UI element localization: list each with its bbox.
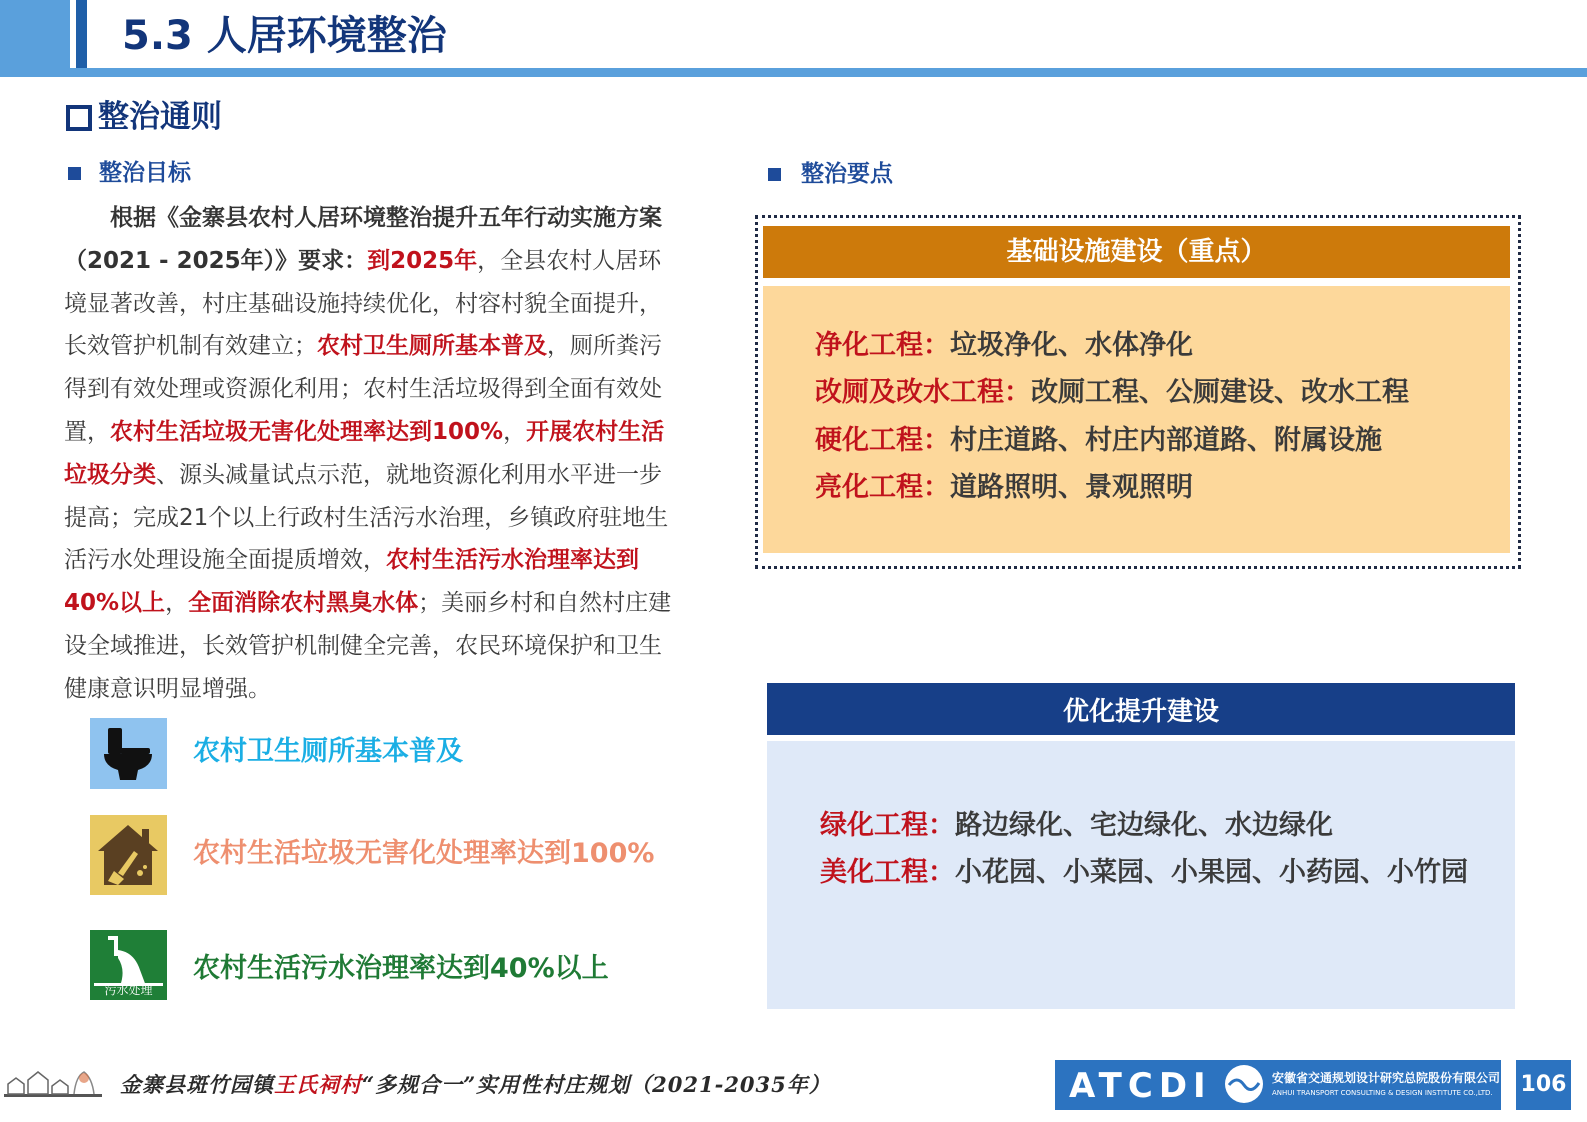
para-s1: 根据《金寨县农村人居环境整治提升五年行动实施方案（2021 - 2025年）》要求： bbox=[64, 205, 662, 274]
toilet-icon bbox=[90, 718, 167, 789]
header-accent-block bbox=[0, 0, 70, 68]
company-logo bbox=[1055, 1060, 1501, 1110]
village-sketch-icon bbox=[4, 1064, 102, 1104]
section-title: 整治通则 bbox=[98, 99, 222, 135]
bullet-square-icon bbox=[768, 168, 781, 181]
feature-text-sewage: 农村生活污水治理率达到40%以上 bbox=[193, 953, 609, 984]
left-subheading: 整治目标 bbox=[99, 160, 191, 186]
header-accent-bar bbox=[76, 0, 87, 68]
feature-text-garbage: 农村生活垃圾无害化处理率达到100% bbox=[193, 838, 655, 869]
panel2-row: 绿化工程：路边绿化、宅边绿化、水边绿化 bbox=[820, 810, 1333, 841]
para-s2: 到2025年 bbox=[367, 247, 478, 274]
footer-title: 金寨县斑竹园镇王氏祠村“多规合一”实用性村庄规划（2021-2035年） bbox=[120, 1072, 831, 1097]
feature-text-toilet: 农村卫生厕所基本普及 bbox=[193, 736, 463, 767]
sewage-icon bbox=[90, 930, 167, 1000]
bullet-square-icon bbox=[68, 167, 81, 180]
para-s5: ，厕所粪污得到有效处理或资源化利用；农村生活垃圾得到全面有效处置， bbox=[64, 333, 662, 445]
panel1-title: 基础设施建设（重点） bbox=[763, 226, 1510, 278]
para-s3: ，全县农村人居环境显著改善，村庄基础设施持续优化，村容村貌全面提升，长效管护机制有效建立； bbox=[64, 247, 662, 360]
sewage-icon-label: 污水处理 bbox=[104, 983, 153, 997]
para-s9: 、源头减量试点示范，就地资源化利用水平进一步提高；完成21个以上行政村生活污水治理，乡镇政府驻地生活污水处理设施全面提质增效， bbox=[64, 461, 669, 574]
para-s10: 农村生活污水治理率达到40%以上 bbox=[64, 547, 639, 617]
right-subheading: 整治要点 bbox=[801, 161, 893, 187]
panel1-row: 亮化工程：道路照明、景观照明 bbox=[815, 472, 1193, 503]
para-s4: 农村卫生厕所基本普及 bbox=[317, 333, 547, 360]
panel1-row: 硬化工程：村庄道路、村庄内部道路、附属设施 bbox=[815, 425, 1382, 456]
panel2-title: 优化提升建设 bbox=[767, 683, 1515, 735]
panel1-row: 改厕及改水工程：改厕工程、公厕建设、改水工程 bbox=[815, 377, 1409, 408]
header-rule bbox=[0, 68, 1587, 77]
goal-paragraph bbox=[64, 197, 676, 711]
para-s13: ；美丽乡村和自然村庄建设全域推进，长效管护机制健全完善，农民环境保护和卫生健康意识明显增强。 bbox=[64, 590, 672, 702]
para-s12: 全面消除农村黑臭水体 bbox=[188, 590, 419, 617]
panel2-row: 美化工程：小花园、小菜园、小果园、小药园、小竹园 bbox=[820, 857, 1468, 888]
para-s11: ， bbox=[165, 590, 189, 617]
section-square-icon bbox=[66, 105, 92, 131]
org-name-cn: 安徽省交通规划设计研究总院股份有限公司 bbox=[1272, 1071, 1501, 1085]
logo-wordmark: ATCDI bbox=[1069, 1066, 1212, 1106]
panel1-row: 净化工程：垃圾净化、水体净化 bbox=[815, 330, 1193, 361]
page-number: 106 bbox=[1516, 1060, 1571, 1110]
house-broom-icon bbox=[90, 815, 167, 886]
panel1-body bbox=[763, 286, 1510, 553]
page-title: 5.3 人居环境整治 bbox=[122, 13, 447, 59]
para-s6: 农村生活垃圾无害化处理率达到100% bbox=[110, 418, 504, 445]
para-s8: 开展农村生活垃圾分类 bbox=[64, 418, 665, 488]
org-name-en: ANHUI TRANSPORT CONSULTING & DESIGN INSTITUTE CO.,LTD. bbox=[1272, 1089, 1493, 1097]
logo-globe-icon bbox=[1225, 1065, 1263, 1103]
para-s7: ， bbox=[503, 418, 527, 445]
